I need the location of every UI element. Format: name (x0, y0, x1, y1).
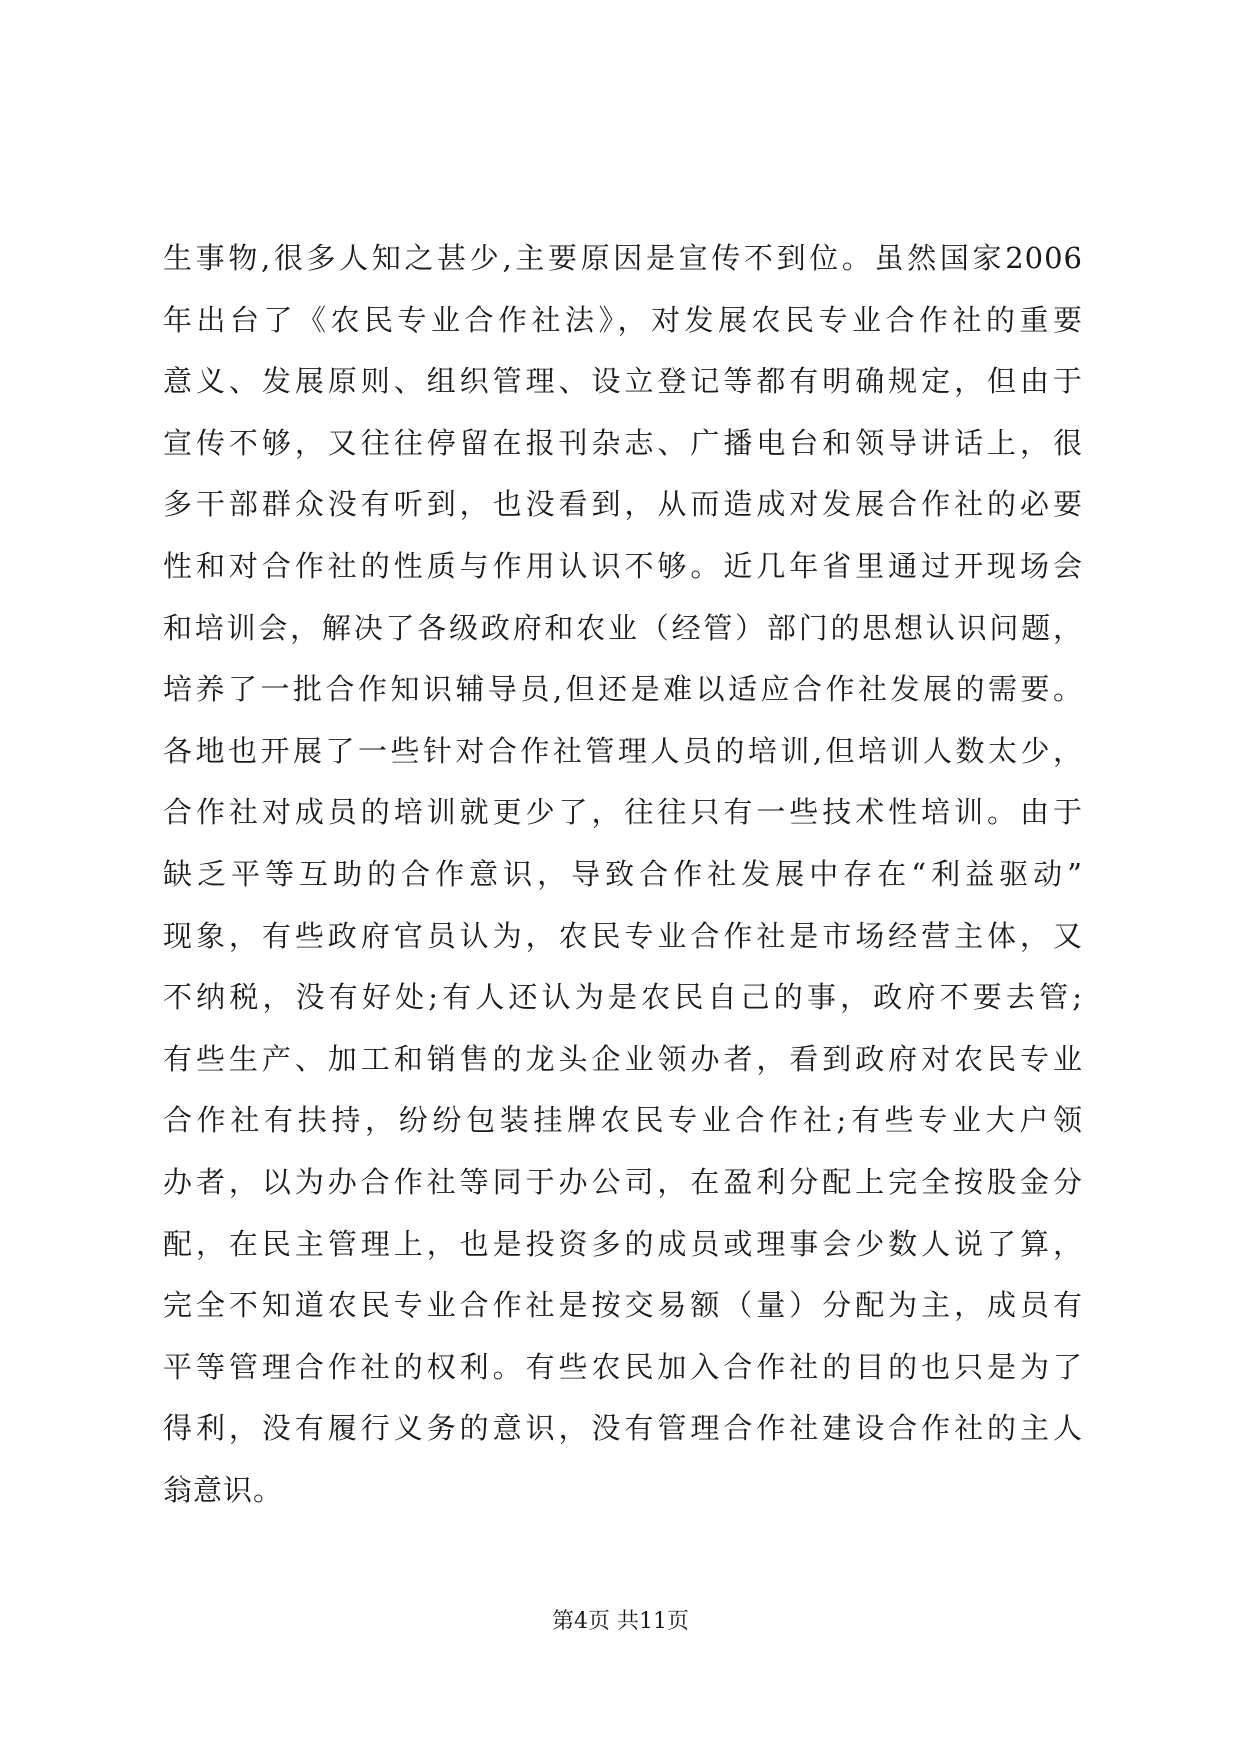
text-line: 性和对合作社的性质与作用认识不够。近几年省里通过开现场会 (163, 548, 1083, 583)
text-line: 得利，没有履行义务的意识，没有管理合作社建设合作社的主人 (163, 1411, 1083, 1446)
text-line: 现象，有些政府官员认为，农民专业合作社是市场经营主体，又 (163, 918, 1083, 953)
text-line: 办者，以为办合作社等同于办公司，在盈利分配上完全按股金分 (163, 1164, 1083, 1199)
text-line: 不纳税，没有好处;有人还认为是农民自己的事，政府不要去管; (163, 980, 1083, 1015)
text-line: 和培训会，解决了各级政府和农业（经管）部门的思想认识问题， (163, 610, 1083, 645)
text-line: 缺乏平等互助的合作意识，导致合作社发展中存在“利益驱动” (163, 856, 1083, 891)
text-line: 合作社对成员的培训就更少了，往往只有一些技术性培训。由于 (163, 795, 1083, 830)
text-line: 配，在民主管理上，也是投资多的成员或理事会少数人说了算， (163, 1226, 1083, 1261)
text-line: 平等管理合作社的权利。有些农民加入合作社的目的也只是为了 (163, 1349, 1083, 1384)
text-line: 生事物,很多人知之甚少,主要原因是宣传不到位。虽然国家2006 (163, 241, 1083, 275)
text-line: 培养了一批合作知识辅导员,但还是难以适应合作社发展的需要。 (163, 672, 1083, 707)
text-line: 各地也开展了一些针对合作社管理人员的培训,但培训人数太少， (163, 733, 1083, 768)
body-paragraph (163, 228, 1083, 1521)
text-line: 多干部群众没有听到，也没看到，从而造成对发展合作社的必要 (163, 487, 1083, 522)
text-line: 完全不知道农民专业合作社是按交易额（量）分配为主，成员有 (163, 1288, 1083, 1323)
text-line: 有些生产、加工和销售的龙头企业领办者，看到政府对农民专业 (163, 1041, 1083, 1076)
text-line: 宣传不够，又往往停留在报刊杂志、广播电台和领导讲话上，很 (163, 425, 1083, 460)
text-line: 意义、发展原则、组织管理、设立登记等都有明确规定，但由于 (163, 364, 1083, 399)
text-line: 合作社有扶持，纷纷包装挂牌农民专业合作社;有些专业大户领 (163, 1103, 1083, 1138)
text-line: 年出台了《农民专业合作社法》，对发展农民专业合作社的重要 (163, 302, 1083, 337)
text-line: 翁意识。 (163, 1472, 284, 1507)
page-number-footer: 第4页 共11页 (552, 1609, 689, 1634)
